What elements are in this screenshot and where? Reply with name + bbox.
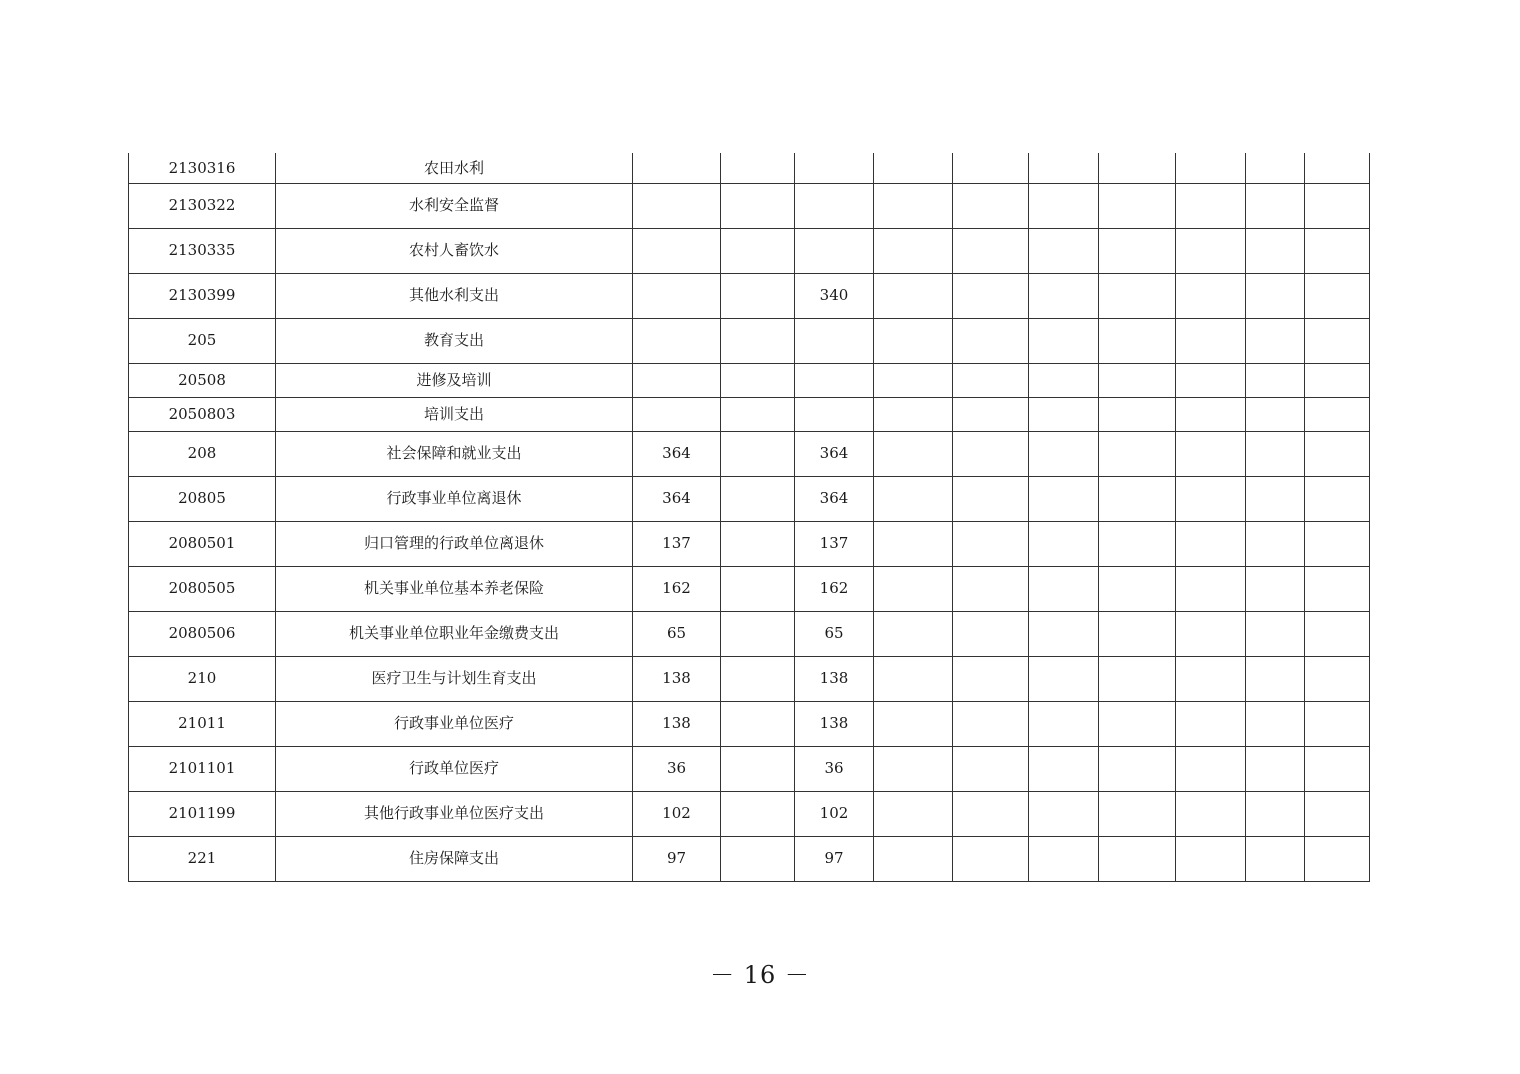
value-cell — [1305, 363, 1370, 397]
table-row — [129, 791, 1370, 836]
code-cell: 2130335 — [129, 228, 276, 273]
value-cell — [953, 476, 1029, 521]
value-cell — [1176, 273, 1246, 318]
code-cell: 2080505 — [129, 566, 276, 611]
value-cell — [874, 656, 953, 701]
name-cell: 住房保障支出 — [276, 836, 633, 881]
table-row — [129, 476, 1370, 521]
value-cell — [1099, 363, 1176, 397]
value-cell — [795, 228, 874, 273]
value-cell — [953, 656, 1029, 701]
value-cell — [953, 273, 1029, 318]
table-row — [129, 397, 1370, 431]
code-cell: 21011 — [129, 701, 276, 746]
value-cell — [1305, 746, 1370, 791]
value-cell — [874, 566, 953, 611]
value-cell — [874, 701, 953, 746]
value-cell — [953, 521, 1029, 566]
value-cell: 340 — [795, 273, 874, 318]
value-cell — [795, 397, 874, 431]
value-cell — [1246, 566, 1305, 611]
value-cell — [721, 228, 795, 273]
value-cell — [1099, 566, 1176, 611]
value-cell — [721, 701, 795, 746]
value-cell — [1246, 431, 1305, 476]
total-cell — [633, 363, 721, 397]
code-cell: 2130322 — [129, 183, 276, 228]
value-cell — [1305, 656, 1370, 701]
value-cell — [1305, 431, 1370, 476]
value-cell — [1305, 701, 1370, 746]
name-cell: 进修及培训 — [276, 363, 633, 397]
code-cell: 2130316 — [129, 153, 276, 183]
code-cell: 2050803 — [129, 397, 276, 431]
value-cell — [874, 476, 953, 521]
total-cell: 137 — [633, 521, 721, 566]
total-cell: 364 — [633, 431, 721, 476]
value-cell — [953, 431, 1029, 476]
table-row — [129, 701, 1370, 746]
total-cell: 65 — [633, 611, 721, 656]
name-cell: 水利安全监督 — [276, 183, 633, 228]
value-cell — [1246, 656, 1305, 701]
value-cell — [1246, 836, 1305, 881]
value-cell — [1176, 656, 1246, 701]
value-cell — [1176, 431, 1246, 476]
table-row — [129, 183, 1370, 228]
value-cell — [1099, 521, 1176, 566]
value-cell — [721, 791, 795, 836]
value-cell — [721, 476, 795, 521]
value-cell — [1029, 521, 1099, 566]
value-cell — [1176, 228, 1246, 273]
value-cell — [874, 836, 953, 881]
value-cell — [1099, 153, 1176, 183]
value-cell — [721, 153, 795, 183]
name-cell: 行政单位医疗 — [276, 746, 633, 791]
value-cell — [1246, 228, 1305, 273]
value-cell — [1099, 836, 1176, 881]
table-row — [129, 611, 1370, 656]
value-cell — [1099, 228, 1176, 273]
value-cell — [795, 153, 874, 183]
value-cell — [1099, 431, 1176, 476]
value-cell — [795, 363, 874, 397]
value-cell — [1246, 318, 1305, 363]
name-cell: 其他行政事业单位医疗支出 — [276, 791, 633, 836]
total-cell: 162 — [633, 566, 721, 611]
value-cell — [1099, 791, 1176, 836]
value-cell — [1305, 397, 1370, 431]
total-cell: 97 — [633, 836, 721, 881]
value-cell: 97 — [795, 836, 874, 881]
value-cell — [1305, 611, 1370, 656]
value-cell — [1176, 746, 1246, 791]
value-cell — [1176, 521, 1246, 566]
value-cell — [1176, 701, 1246, 746]
total-cell — [633, 318, 721, 363]
value-cell — [1099, 611, 1176, 656]
value-cell — [953, 701, 1029, 746]
value-cell: 364 — [795, 476, 874, 521]
value-cell: 364 — [795, 431, 874, 476]
total-cell — [633, 183, 721, 228]
value-cell — [953, 746, 1029, 791]
table-row — [129, 431, 1370, 476]
value-cell — [1305, 521, 1370, 566]
value-cell — [1099, 318, 1176, 363]
value-cell — [721, 611, 795, 656]
value-cell — [1305, 476, 1370, 521]
value-cell — [721, 566, 795, 611]
total-cell — [633, 228, 721, 273]
value-cell: 65 — [795, 611, 874, 656]
value-cell — [1246, 611, 1305, 656]
code-cell: 2130399 — [129, 273, 276, 318]
value-cell — [795, 318, 874, 363]
total-cell: 102 — [633, 791, 721, 836]
name-cell: 行政事业单位医疗 — [276, 701, 633, 746]
value-cell: 102 — [795, 791, 874, 836]
value-cell — [1029, 273, 1099, 318]
code-cell: 2101199 — [129, 791, 276, 836]
value-cell — [1176, 183, 1246, 228]
table-row — [129, 153, 1370, 183]
total-cell — [633, 397, 721, 431]
code-cell: 2080506 — [129, 611, 276, 656]
value-cell — [953, 611, 1029, 656]
value-cell — [953, 183, 1029, 228]
value-cell: 138 — [795, 656, 874, 701]
value-cell — [1099, 183, 1176, 228]
total-cell: 36 — [633, 746, 721, 791]
value-cell — [721, 656, 795, 701]
value-cell — [1029, 183, 1099, 228]
value-cell — [874, 791, 953, 836]
table-row — [129, 318, 1370, 363]
value-cell — [1029, 836, 1099, 881]
value-cell — [953, 836, 1029, 881]
value-cell — [1029, 363, 1099, 397]
value-cell — [1176, 397, 1246, 431]
value-cell — [1176, 476, 1246, 521]
name-cell: 机关事业单位职业年金缴费支出 — [276, 611, 633, 656]
value-cell — [874, 431, 953, 476]
value-cell — [721, 746, 795, 791]
code-cell: 210 — [129, 656, 276, 701]
value-cell — [1305, 273, 1370, 318]
code-cell: 205 — [129, 318, 276, 363]
value-cell — [874, 521, 953, 566]
table-row — [129, 566, 1370, 611]
value-cell — [1099, 397, 1176, 431]
code-cell: 2101101 — [129, 746, 276, 791]
value-cell — [1099, 476, 1176, 521]
name-cell: 归口管理的行政单位离退休 — [276, 521, 633, 566]
value-cell — [721, 431, 795, 476]
value-cell — [874, 746, 953, 791]
value-cell — [953, 318, 1029, 363]
code-cell: 20508 — [129, 363, 276, 397]
value-cell — [953, 228, 1029, 273]
value-cell — [1029, 791, 1099, 836]
budget-table — [128, 153, 1370, 882]
table-row — [129, 656, 1370, 701]
value-cell — [874, 153, 953, 183]
total-cell: 138 — [633, 656, 721, 701]
value-cell — [721, 183, 795, 228]
value-cell — [1029, 228, 1099, 273]
page-number: － 16 － — [710, 961, 810, 989]
value-cell — [1305, 228, 1370, 273]
value-cell — [874, 318, 953, 363]
value-cell — [1305, 318, 1370, 363]
value-cell — [1305, 183, 1370, 228]
value-cell — [721, 363, 795, 397]
value-cell — [1029, 746, 1099, 791]
table-row — [129, 273, 1370, 318]
value-cell — [1176, 611, 1246, 656]
value-cell — [1099, 746, 1176, 791]
value-cell — [1246, 273, 1305, 318]
value-cell — [1176, 566, 1246, 611]
code-cell: 2080501 — [129, 521, 276, 566]
value-cell — [721, 397, 795, 431]
value-cell — [1029, 656, 1099, 701]
name-cell: 其他水利支出 — [276, 273, 633, 318]
name-cell: 培训支出 — [276, 397, 633, 431]
value-cell — [1029, 566, 1099, 611]
table-row — [129, 746, 1370, 791]
value-cell: 137 — [795, 521, 874, 566]
table-row — [129, 228, 1370, 273]
value-cell — [721, 836, 795, 881]
value-cell — [874, 363, 953, 397]
value-cell — [1246, 397, 1305, 431]
code-cell: 221 — [129, 836, 276, 881]
value-cell — [874, 397, 953, 431]
value-cell — [721, 318, 795, 363]
value-cell — [1305, 791, 1370, 836]
value-cell — [1305, 566, 1370, 611]
value-cell — [1246, 153, 1305, 183]
value-cell — [1305, 153, 1370, 183]
value-cell — [953, 363, 1029, 397]
value-cell — [1246, 183, 1305, 228]
value-cell — [874, 273, 953, 318]
name-cell: 社会保障和就业支出 — [276, 431, 633, 476]
value-cell — [1099, 656, 1176, 701]
code-cell: 20805 — [129, 476, 276, 521]
value-cell — [1246, 791, 1305, 836]
total-cell — [633, 153, 721, 183]
value-cell — [1029, 397, 1099, 431]
total-cell — [633, 273, 721, 318]
value-cell — [1176, 363, 1246, 397]
value-cell — [1246, 521, 1305, 566]
value-cell — [1099, 701, 1176, 746]
value-cell — [953, 397, 1029, 431]
name-cell: 机关事业单位基本养老保险 — [276, 566, 633, 611]
value-cell — [1246, 363, 1305, 397]
value-cell — [721, 521, 795, 566]
value-cell — [953, 791, 1029, 836]
table-row — [129, 836, 1370, 881]
value-cell — [1029, 153, 1099, 183]
value-cell — [1305, 836, 1370, 881]
value-cell — [1176, 836, 1246, 881]
value-cell — [1029, 476, 1099, 521]
value-cell — [795, 183, 874, 228]
name-cell: 行政事业单位离退休 — [276, 476, 633, 521]
value-cell — [1029, 318, 1099, 363]
value-cell — [1099, 273, 1176, 318]
code-cell: 208 — [129, 431, 276, 476]
value-cell — [1029, 701, 1099, 746]
value-cell — [721, 273, 795, 318]
name-cell: 农田水利 — [276, 153, 633, 183]
table-row — [129, 363, 1370, 397]
value-cell — [1029, 611, 1099, 656]
value-cell: 138 — [795, 701, 874, 746]
value-cell — [1176, 318, 1246, 363]
value-cell — [953, 566, 1029, 611]
value-cell: 36 — [795, 746, 874, 791]
value-cell — [1176, 791, 1246, 836]
total-cell: 138 — [633, 701, 721, 746]
value-cell: 162 — [795, 566, 874, 611]
value-cell — [874, 611, 953, 656]
value-cell — [1029, 431, 1099, 476]
value-cell — [874, 183, 953, 228]
name-cell: 教育支出 — [276, 318, 633, 363]
value-cell — [1246, 476, 1305, 521]
value-cell — [1176, 153, 1246, 183]
value-cell — [874, 228, 953, 273]
value-cell — [1246, 701, 1305, 746]
name-cell: 医疗卫生与计划生育支出 — [276, 656, 633, 701]
name-cell: 农村人畜饮水 — [276, 228, 633, 273]
table-row — [129, 521, 1370, 566]
total-cell: 364 — [633, 476, 721, 521]
value-cell — [1246, 746, 1305, 791]
value-cell — [953, 153, 1029, 183]
